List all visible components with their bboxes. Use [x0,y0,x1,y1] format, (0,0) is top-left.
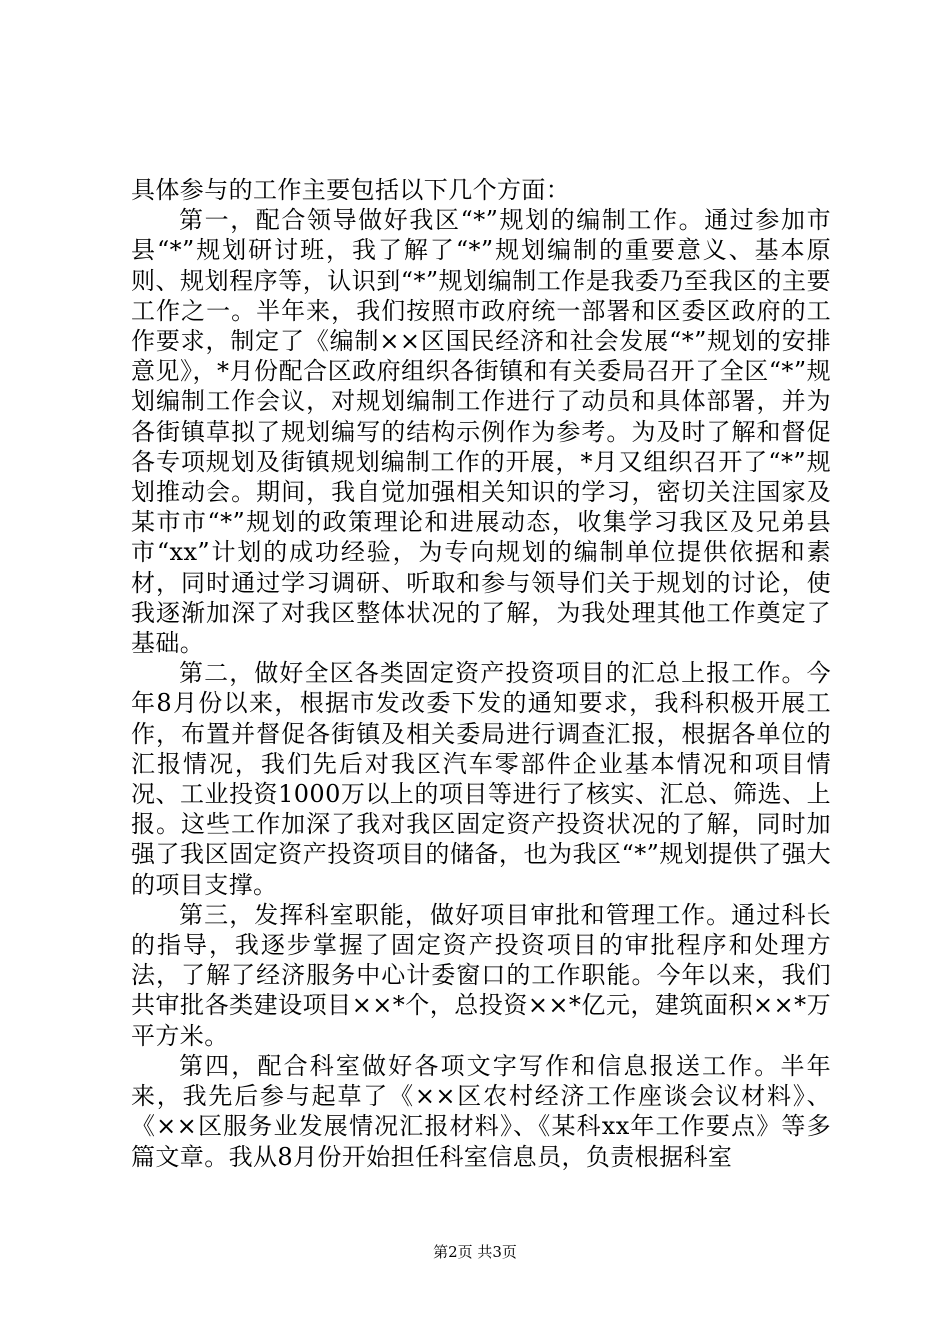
page-footer [0,1242,950,1262]
paragraph-second: 第二，做好全区各类固定资产投资项目的汇总上报工作。今年8月份以来，根据市发改委下发的通知要求，我科积极开展工作，布置并督促各街镇及相关委局进行调查汇报，根据各单位的汇报情况，我们先后对我区汽车零部件企业基本情况和项目情况、工业投资1000万以上的项目等进行了核实、汇总、筛选、上报。这些工作加深了我对我区固定资产投资状况的了解，同时加强了我区固定资产投资项目的储备，也为我区“*”规划提供了强大的项目支撑。 [131,659,831,899]
paragraph-fourth: 第四，配合科室做好各项文字写作和信息报送工作。半年来，我先后参与起草了《××区农村经济工作座谈会议材料》、《××区服务业发展情况汇报材料》、《某科xx年工作要点》等多篇文章。我从8月份开始担任科室信息员，负责根据科室 [131,1051,831,1171]
paragraph-intro: 具体参与的工作主要包括以下几个方面： [131,176,571,204]
page-number-label: 第2页 共3页 [433,1243,517,1261]
paragraph-third: 第三，发挥科室职能，做好项目审批和管理工作。通过科长的指导，我逐步掌握了固定资产投资项目的审批程序和处理方法，了解了经济服务中心计委窗口的工作职能。今年以来，我们共审批各类建设项目××*个，总投资××*亿元，建筑面积××*万平方米。 [131,900,831,1050]
paragraph-first: 第一，配合领导做好我区“*”规划的编制工作。通过参加市县“*”规划研讨班，我了解了“*”规划编制的重要意义、基本原则、规划程序等，认识到“*”规划编制工作是我委乃至我区的主要工作之一。半年来，我们按照市政府统一部署和区委区政府的工作要求，制定了《编制××区国民经济和社会发展“*”规划的安排意见》，*月份配合区政府组织各街镇和有关委局召开了全区“*”规划编制工作会议，对规划编制工作进行了动员和具体部署，并为各街镇草拟了规划编写的结构示例作为参考。为及时了解和督促各专项规划及街镇规划编制工作的开展，*月又组织召开了“*”规划推动会。期间，我自觉加强相关知识的学习，密切关注国家及某市市“*”规划的政策理论和进展动态，收集学习我区及兄弟县市“xx”计划的成功经验，为专向规划的编制单位提供依据和素材，同时通过学习调研、听取和参与领导们关于规划的讨论，使我逐渐加深了对我区整体状况的了解，为我处理其他工作奠定了基础。 [131,206,831,658]
document-body [131,175,831,1172]
